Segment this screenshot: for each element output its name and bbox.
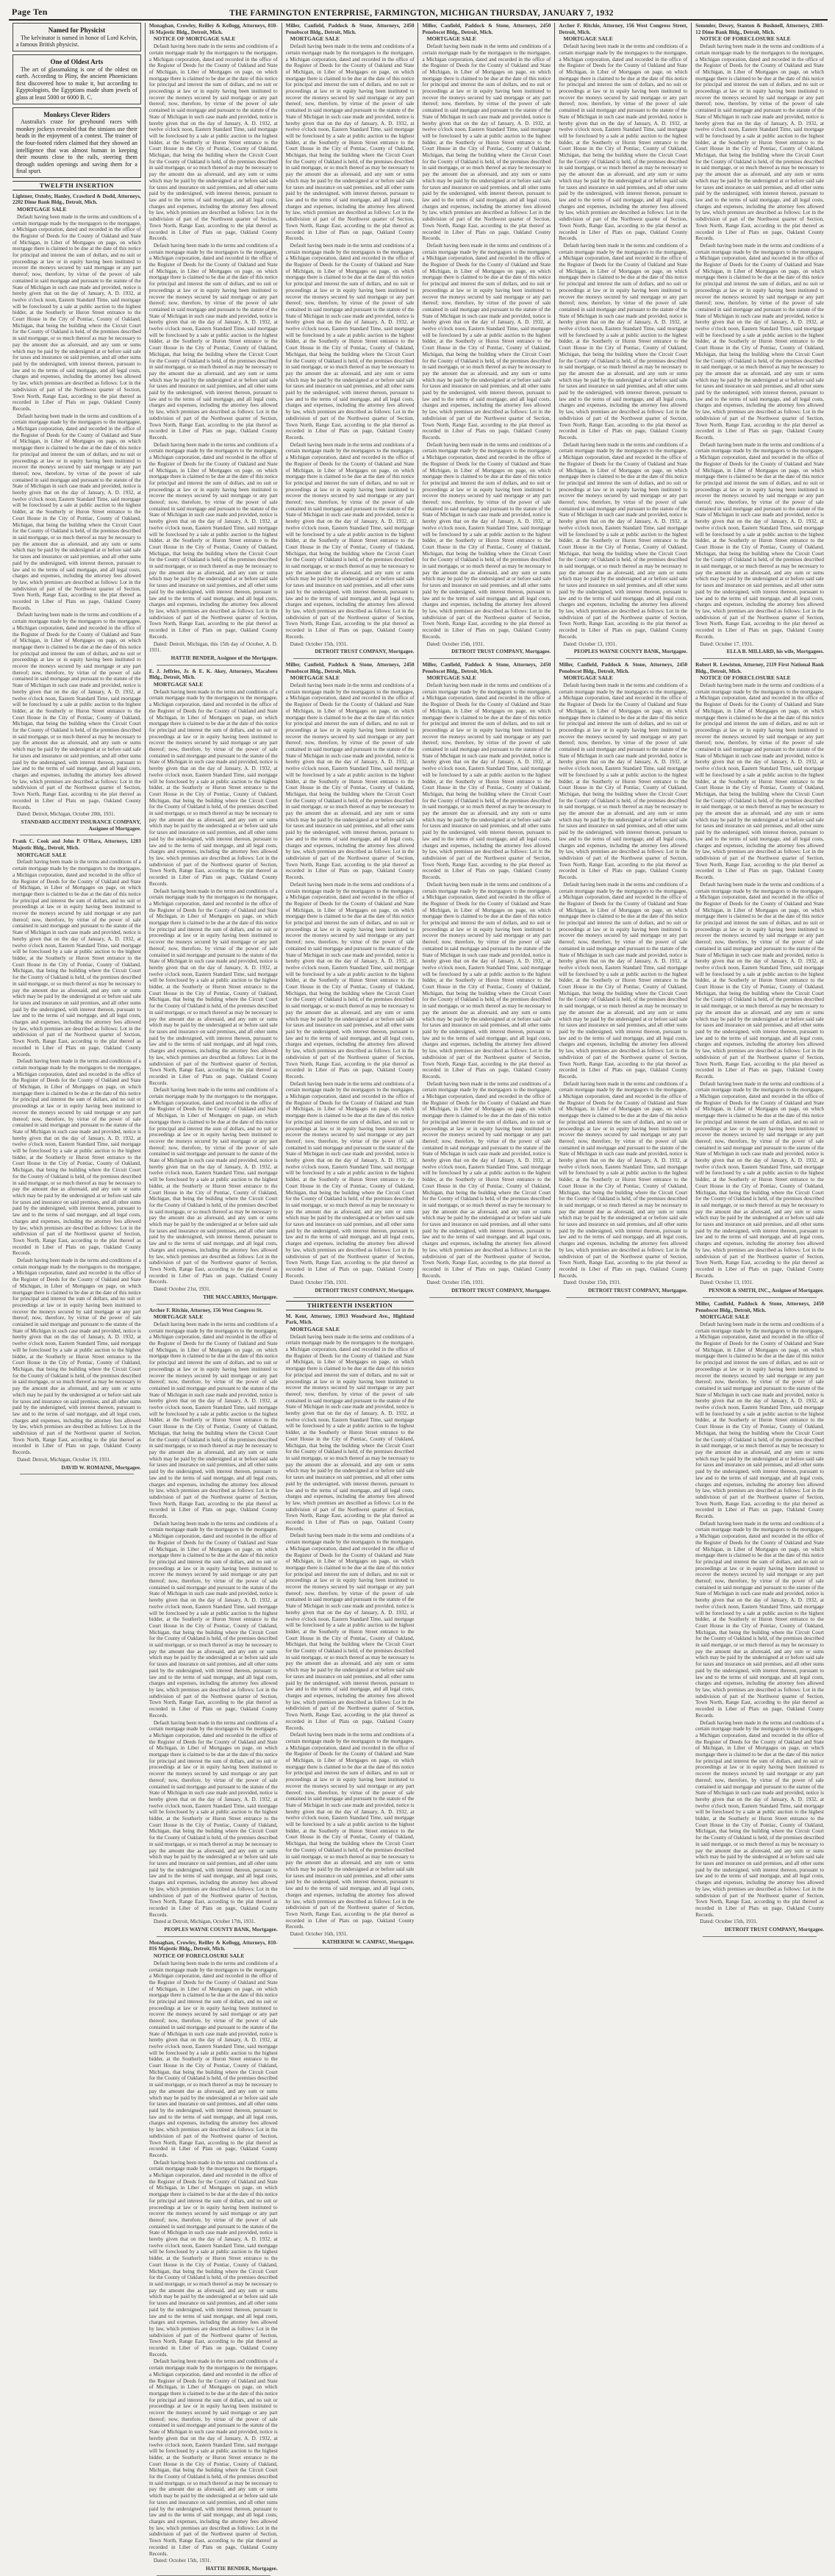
- notice-attorney: Monaghan, Crowley, Reilley & Kellogg, Attorneys, 810-816 Majestic Bldg., Detroit, Mich.: [148, 1939, 278, 1952]
- notice-divider: [566, 1297, 680, 1298]
- notice-body: Default having been made in the terms and conditions of a certain mortgage made by the mortgagors to the mortgagee, a Michigan corporation, dated and recorded in the office of the Register of Deeds for the County of Oakland and State of Michigan, in Liber of Mortgages on page, on which mortgage there is claimed to be due at the date of this notice for principal and interest the sum of dollars, and no suit or proceedings at law or in equity having been instituted to recover the moneys secured by said mortgage or any part thereof; now, therefore, by virtue of the power of sale contained in said mortgage and pursuant to the statute of the State of Michigan in such case made and provided, notice is hereby given that on the day of January, A. D. 1932, at twelve o'clock noon, Eastern Standard Time, said mortgage will be foreclosed by a sale at public auction to the highest bidder, at the Southerly or Huron Street entrance to the Court House in the City of Pontiac, County of Oakland, Michigan, that being the building where the Circuit Court for the County of Oakland is held, of the premises described in said mortgage, or so much thereof as may be necessary to pay the amount due as aforesaid, and any sum or sums which may be paid by the undersigned at or before said sale for taxes and insurance on said premises, and all other sums paid by the undersigned, with interest thereon, pursuant to law and to the terms of said mortgage, and all legal costs, charges and expenses, including the attorney fees allowed by law, which premises are described as follows: Lot in the subdivision of part of the Northwest quarter of Section, Town North, Range East, according to the plat thereof as recorded in Liber of Plats on page, Oakland County Records.: [148, 2358, 278, 2557]
- column-5: [555, 23, 692, 1294]
- notice-divider: [157, 1304, 270, 1305]
- notice-attorney: Frank C. Cook and John P. O'Hara, Attorneys, 1203 Majestic Bldg., Detroit, Mich.: [12, 838, 141, 852]
- notice-dated: Dated: October 15th, 1931.: [290, 641, 348, 647]
- legal-notice: [695, 662, 824, 1298]
- notice-dated: Dated: October 16th, 1931.: [290, 1931, 348, 1938]
- notice-body: Default having been made in the terms and conditions of a certain mortgage made by the mortgagors to the mortgagee, a Michigan corporation, dated and recorded in the office of the Register of Deeds for the County of Oakland and State of Michigan, in Liber of Mortgages on page, on which mortgage there is claimed to be due at the date of this notice for principal and interest the sum of dollars, and no suit or proceedings at law or in equity having been instituted to recover the moneys secured by said mortgage or any part thereof; now, therefore, by virtue of the power of sale contained in said mortgage and pursuant to the statute of the State of Michigan in such case made and provided, notice is hereby given that on the day of January, A. D. 1932, at twelve o'clock noon, Eastern Standard Time, said mortgage will be foreclosed by a sale at public auction to the highest bidder, at the Southerly or Huron Street entrance to the Court House in the City of Pontiac, County of Oakland, Michigan, that being the building where the Circuit Court for the County of Oakland is held, of the premises described in said mortgage, or so much thereof as may be necessary to pay the amount due as aforesaid, and any sum or sums which may be paid by the undersigned at or before said sale for taxes and insurance on said premises, and all other sums paid by the undersigned, with interest thereon, pursuant to law and to the terms of said mortgage, and all legal costs, charges and expenses, including the attorney fees allowed by law, which premises are described as follows: Lot in the subdivision of part of the Northwest quarter of Section, Town North, Range East, according to the plat thereof as recorded in Liber of Plats on page, Oakland County Records.: [695, 1719, 824, 1918]
- column-1: [9, 23, 146, 1471]
- notice-body: Default having been made in the terms and conditions of a certain mortgage made by the mortgagors to the mortgagee, a Michigan corporation, dated and recorded in the office of the Register of Deeds for the County of Oakland and State of Michigan, in Liber of Mortgages on page, on which mortgage there is claimed to be due at the date of this notice for principal and interest the sum of dollars, and no suit or proceedings at law or in equity having been instituted to recover the moneys secured by said mortgage or any part thereof; now, therefore, by virtue of the power of sale contained in said mortgage and pursuant to the statute of the State of Michigan in such case made and provided, notice is hereby given that on the day of January, A. D. 1932, at twelve o'clock noon, Eastern Standard Time, said mortgage will be foreclosed by a sale at public auction to the highest bidder, at the Southerly or Huron Street entrance to the Court House in the City of Pontiac, County of Oakland, Michigan, that being the building where the Circuit Court for the County of Oakland is held, of the premises described in said mortgage, or so much thereof as may be necessary to pay the amount due as aforesaid, and any sum or sums which may be paid by the undersigned at or before said sale for taxes and insurance on said premises, and all other sums paid by the undersigned, with interest thereon, pursuant to law and to the terms of said mortgage, and all legal costs, charges and expenses, including the attorney fees allowed by law, which premises are described as follows: Lot in the subdivision of part of the Northwest quarter of Section, Town North, Range East, according to the plat thereof as recorded in Liber of Plats on page, Oakland County Records.: [285, 682, 415, 881]
- notice-dated: Dated: October 13, 1931.: [563, 641, 617, 647]
- sidebar-title: Monkeys Clever Riders: [43, 110, 110, 118]
- notice-attorney: Robert R. Lewiston, Attorney, 2119 First National Bank Bldg., Detroit, Mich.: [695, 661, 824, 674]
- notice-body: Default having been made in the terms and conditions of a certain mortgage made by the mortgagors to the mortgagee, a Michigan corporation, dated and recorded in the office of the Register of Deeds for the County of Oakland and State of Michigan, in Liber of Mortgages on page, on which mortgage there is claimed to be due at the date of this notice for principal and interest the sum of dollars, and no suit or proceedings at law or in equity having been instituted to recover the moneys secured by said mortgage or any part thereof; now, therefore, by virtue of the power of sale contained in said mortgage and pursuant to the statute of the State of Michigan in such case made and provided, notice is hereby given that on the day of January, A. D. 1932, at twelve o'clock noon, Eastern Standard Time, said mortgage will be foreclosed by a sale at public auction to the highest bidder, at the Southerly or Huron Street entrance to the Court House in the City of Pontiac, County of Oakland, Michigan, that being the building where the Circuit Court for the County of Oakland is held, of the premises described in said mortgage, or so much thereof as may be necessary to pay the amount due as aforesaid, and any sum or sums which may be paid by the undersigned at or before said sale for taxes and insurance on said premises, and all other sums paid by the undersigned, with interest thereon, pursuant to law and to the terms of said mortgage, and all legal costs, charges and expenses, including the attorney fees allowed by law, which premises are described as follows: Lot in the subdivision of part of the Northwest quarter of Section, Town North, Range East, according to the plat thereof as recorded in Liber of Plats on page, Oakland County Records.: [148, 1960, 278, 2158]
- notice-attorney: Semmler, Dewey, Stanton & Bushnell, Attorneys, 2303-12 Dime Bank Bldg., Detroit, Mich.: [695, 23, 824, 35]
- column-4: [418, 23, 555, 1294]
- notice-dated: Dated: October 21st, 1931.: [153, 1286, 211, 1293]
- legal-notice: [149, 23, 278, 666]
- notice-dated: Dated: October 15th, 1931.: [426, 1280, 484, 1286]
- notice-heading: NOTICE OF MORTGAGE SALE: [153, 35, 236, 43]
- notice-signature: DAVID W. ROMAINE, Mortgagee.: [61, 1464, 141, 1471]
- notice-divider: [429, 1297, 543, 1298]
- notice-body: Default having been made in the terms and conditions of a certain mortgage made by the mortgagors to the mortgagee, a Michigan corporation, dated and recorded in the office of the Register of Deeds for the County of Oakland and State of Michigan, in Liber of Mortgages on page, on which mortgage there is claimed to be due at the date of this notice for principal and interest the sum of dollars, and no suit or proceedings at law or in equity having been instituted to recover the moneys secured by said mortgage or any part thereof; now, therefore, by virtue of the power of sale contained in said mortgage and pursuant to the statute of the State of Michigan in such case made and provided, notice is hereby given that on the day of January, A. D. 1932, at twelve o'clock noon, Eastern Standard Time, said mortgage will be foreclosed by a sale at public auction to the highest bidder, at the Southerly or Huron Street entrance to the Court House in the City of Pontiac, County of Oakland, Michigan, that being the building where the Circuit Court for the County of Oakland is held, of the premises described in said mortgage, or so much thereof as may be necessary to pay the amount due as aforesaid, and any sum or sums which may be paid by the undersigned at or before said sale for taxes and insurance on said premises, and all other sums paid by the undersigned, with interest thereon, pursuant to law and to the terms of said mortgage, and all legal costs, charges and expenses, including the attorney fees allowed by law, which premises are described as follows: Lot in the subdivision of part of the Northwest quarter of Section, Town North, Range East, according to the plat thereof as recorded in Liber of Plats on page, Oakland County Records.: [148, 1719, 278, 1918]
- notice-body: Default having been made in the terms and conditions of a certain mortgage made by the mortgagors to the mortgagee, a Michigan corporation, dated and recorded in the office of the Register of Deeds for the County of Oakland and State of Michigan, in Liber of Mortgages on page, on which mortgage there is claimed to be due at the date of this notice for principal and interest the sum of dollars, and no suit or proceedings at law or in equity having been instituted to recover the moneys secured by said mortgage or any part thereof; now, therefore, by virtue of the power of sale contained in said mortgage and pursuant to the statute of the State of Michigan in such case made and provided, notice is hereby given that on the day of January, A. D. 1932, at twelve o'clock noon, Eastern Standard Time, said mortgage will be foreclosed by a sale at public auction to the highest bidder, at the Southerly or Huron Street entrance to the Court House in the City of Pontiac, County of Oakland, Michigan, that being the building where the Circuit Court for the County of Oakland is held, of the premises described in said mortgage, or so much thereof as may be necessary to pay the amount due as aforesaid, and any sum or sums which may be paid by the undersigned at or before said sale for taxes and insurance on said premises, and all other sums paid by the undersigned, with interest thereon, pursuant to law and to the terms of said mortgage, and all legal costs, charges and expenses, including the attorney fees allowed by law, which premises are described as follows: Lot in the subdivision of part of the Northwest quarter of Section, Town North, Range East, according to the plat thereof as recorded in Liber of Plats on page, Oakland County Records.: [148, 688, 278, 887]
- notice-attorney: Miller, Canfield, Paddock & Stone, Attorneys, 2450 Penobscot Bldg., Detroit, Mich.: [559, 661, 688, 674]
- column-6: [692, 23, 828, 1933]
- notice-body: Default having been made in the terms and conditions of a certain mortgage made by the mortgagors to the mortgagee, a Michigan corporation, dated and recorded in the office of the Register of Deeds for the County of Oakland and State of Michigan, in Liber of Mortgages on page, on which mortgage there is claimed to be due at the date of this notice for principal and interest the sum of dollars, and no suit or proceedings at law or in equity having been instituted to recover the moneys secured by said mortgage or any part thereof; now, therefore, by virtue of the power of sale contained in said mortgage and pursuant to the statute of the State of Michigan in such case made and provided, notice is hereby given that on the day of January, A. D. 1932, at twelve o'clock noon, Eastern Standard Time, said mortgage will be foreclosed by a sale at public auction to the highest bidder, at the Southerly or Huron Street entrance to the Court House in the City of Pontiac, County of Oakland, Michigan, that being the building where the Circuit Court for the County of Oakland is held, of the premises described in said mortgage, or so much thereof as may be necessary to pay the amount due as aforesaid, and any sum or sums which may be paid by the undersigned at or before said sale for taxes and insurance on said premises, and all other sums paid by the undersigned, with interest thereon, pursuant to law and to the terms of said mortgage, and all legal costs, charges and expenses, including the attorney fees allowed by law, which premises are described as follows: Lot in the subdivision of part of the Northwest quarter of Section, Town North, Range East, according to the plat thereof as recorded in Liber of Plats on page, Oakland County Records.: [422, 441, 551, 640]
- notice-heading: NOTICE OF FORECLOSURE SALE: [153, 1952, 245, 1960]
- columns: [9, 23, 828, 2572]
- notice-heading: MORTGAGE SALE: [426, 35, 476, 43]
- legal-notices: [286, 23, 415, 1298]
- notice-body: Default having been made in the terms and conditions of a certain mortgage made by the mortgagors to the mortgagee, a Michigan corporation, dated and recorded in the office of the Register of Deeds for the County of Oakland and State of Michigan, in Liber of Mortgages on page, on which mortgage there is claimed to be due at the date of this notice for principal and interest the sum of dollars, and no suit or proceedings at law or in equity having been instituted to recover the moneys secured by said mortgage or any part thereof; now, therefore, by virtue of the power of sale contained in said mortgage and pursuant to the statute of the State of Michigan in such case made and provided, notice is hereby given that on the day of January, A. D. 1932, at twelve o'clock noon, Eastern Standard Time, said mortgage will be foreclosed by a sale at public auction to the highest bidder, at the Southerly or Huron Street entrance to the Court House in the City of Pontiac, County of Oakland, Michigan, that being the building where the Circuit Court for the County of Oakland is held, of the premises described in said mortgage, or so much thereof as may be necessary to pay the amount due as aforesaid, and any sum or sums which may be paid by the undersigned at or before said sale for taxes and insurance on said premises, and all other sums paid by the undersigned, with interest thereon, pursuant to law and to the terms of said mortgage, and all legal costs, charges and expenses, including the attorney fees allowed by law, which premises are described as follows: Lot in the subdivision of part of the Northwest quarter of Section, Town North, Range East, according to the plat thereof as recorded in Liber of Plats on page, Oakland County Records.: [285, 43, 415, 242]
- notice-body: Default having been made in the terms and conditions of a certain mortgage made by the mortgagors to the mortgagee, a Michigan corporation, dated and recorded in the office of the Register of Deeds for the County of Oakland and State of Michigan, in Liber of Mortgages on page, on which mortgage there is claimed to be due at the date of this notice for principal and interest the sum of dollars, and no suit or proceedings at law or in equity having been instituted to recover the moneys secured by said mortgage or any part thereof; now, therefore, by virtue of the power of sale contained in said mortgage and pursuant to the statute of the State of Michigan in such case made and provided, notice is hereby given that on the day of January, A. D. 1932, at twelve o'clock noon, Eastern Standard Time, said mortgage will be foreclosed by a sale at public auction to the highest bidder, at the Southerly or Huron Street entrance to the Court House in the City of Pontiac, County of Oakland, Michigan, that being the building where the Circuit Court for the County of Oakland is held, of the premises described in said mortgage, or so much thereof as may be necessary to pay the amount due as aforesaid, and any sum or sums which may be paid by the undersigned at or before said sale for taxes and insurance on said premises, and all other sums paid by the undersigned, with interest thereon, pursuant to law and to the terms of said mortgage, and all legal costs, charges and expenses, including the attorney fees allowed by law, which premises are described as follows: Lot in the subdivision of part of the Northwest quarter of Section, Town North, Range East, according to the plat thereof as recorded in Liber of Plats on page, Oakland County Records.: [695, 441, 824, 640]
- sidebar-body: Australia's craze for greyhound races with monkey jockeys revealed that the simians use their heads in the enjoyment of a contest. The trainer of the four-footed riders claimed that they showed an intelligence that was almost human in keeping their mounts close to the rails, steering them through sudden openings and saving them for a final spurt.: [16, 118, 137, 175]
- notice-dated: Dated: October 15th, 1931.: [426, 641, 484, 647]
- notice-signature: DETROIT TRUST COMPANY, Mortgagee.: [451, 649, 551, 655]
- notice-signature: DETROIT TRUST COMPANY, Mortgagee.: [724, 1927, 824, 1933]
- notice-body: Default having been made in the terms and conditions of a certain mortgage made by the mortgagors to the mortgagee, a Michigan corporation, dated and recorded in the office of the Register of Deeds for the County of Oakland and State of Michigan, in Liber of Mortgages on page, on which mortgage there is claimed to be due at the date of this notice for principal and interest the sum of dollars, and no suit or proceedings at law or in equity having been instituted to recover the moneys secured by said mortgage or any part thereof; now, therefore, by virtue of the power of sale contained in said mortgage and pursuant to the statute of the State of Michigan in such case made and provided, notice is hereby given that on the day of January, A. D. 1932, at twelve o'clock noon, Eastern Standard Time, said mortgage will be foreclosed by a sale at public auction to the highest bidder, at the Southerly or Huron Street entrance to the Court House in the City of Pontiac, County of Oakland, Michigan, that being the building where the Circuit Court for the County of Oakland is held, of the premises described in said mortgage, or so much thereof as may be necessary to pay the amount due as aforesaid, and any sum or sums which may be paid by the undersigned at or before said sale for taxes and insurance on said premises, and all other sums paid by the undersigned, with interest thereon, pursuant to law and to the terms of said mortgage, and all legal costs, charges and expenses, including the attorney fees allowed by law, which premises are described as follows: Lot in the subdivision of part of the Northwest quarter of Section, Town North, Range East, according to the plat thereof as recorded in Liber of Plats on page, Oakland County Records.: [422, 242, 551, 440]
- notice-body: Default having been made in the terms and conditions of a certain mortgage made by the mortgagors to the mortgagee, a Michigan corporation, dated and recorded in the office of the Register of Deeds for the County of Oakland and State of Michigan, in Liber of Mortgages on page, on which mortgage there is claimed to be due at the date of this notice for principal and interest the sum of dollars, and no suit or proceedings at law or in equity having been instituted to recover the moneys secured by said mortgage or any part thereof; now, therefore, by virtue of the power of sale contained in said mortgage and pursuant to the statute of the State of Michigan in such case made and provided, notice is hereby given that on the day of January, A. D. 1932, at twelve o'clock noon, Eastern Standard Time, said mortgage will be foreclosed by a sale at public auction to the highest bidder, at the Southerly or Huron Street entrance to the Court House in the City of Pontiac, County of Oakland, Michigan, that being the building where the Circuit Court for the County of Oakland is held, of the premises described in said mortgage, or so much thereof as may be necessary to pay the amount due as aforesaid, and any sum or sums which may be paid by the undersigned at or before said sale for taxes and insurance on said premises, and all other sums paid by the undersigned, with interest thereon, pursuant to law and to the terms of said mortgage, and all legal costs, charges and expenses, including the attorney fees allowed by law, which premises are described as follows: Lot in the subdivision of part of the Northwest quarter of Section, Town North, Range East, according to the plat thereof as recorded in Liber of Plats on page, Oakland County Records.: [12, 612, 141, 810]
- notice-divider: [703, 1936, 817, 1937]
- legal-notice: [559, 662, 687, 1298]
- notice-body: Default having been made in the terms and conditions of a certain mortgage made by the mortgagors to the mortgagee, a Michigan corporation, dated and recorded in the office of the Register of Deeds for the County of Oakland and State of Michigan, in Liber of Mortgages on page, on which mortgage there is claimed to be due at the date of this notice for principal and interest the sum of dollars, and no suit or proceedings at law or in equity having been instituted to recover the moneys secured by said mortgage or any part thereof; now, therefore, by virtue of the power of sale contained in said mortgage and pursuant to the statute of the State of Michigan in such case made and provided, notice is hereby given that on the day of January, A. D. 1932, at twelve o'clock noon, Eastern Standard Time, said mortgage will be foreclosed by a sale at public auction to the highest bidder, at the Southerly or Huron Street entrance to the Court House in the City of Pontiac, County of Oakland, Michigan, that being the building where the Circuit Court for the County of Oakland is held, of the premises described in said mortgage, or so much thereof as may be necessary to pay the amount due as aforesaid, and any sum or sums which may be paid by the undersigned at or before said sale for taxes and insurance on said premises, and all other sums paid by the undersigned, with interest thereon, pursuant to law and to the terms of said mortgage, and all legal costs, charges and expenses, including the attorney fees allowed by law, which premises are described as follows: Lot in the subdivision of part of the Northwest quarter of Section, Town North, Range East, according to the plat thereof as recorded in Liber of Plats on page, Oakland County Records.: [422, 881, 551, 1080]
- sidebar-title: One of Oldest Arts: [50, 57, 104, 65]
- notice-divider: [703, 658, 817, 659]
- notice-body: Default having been made in the terms and conditions of a certain mortgage made by the mortgagors to the mortgagee, a Michigan corporation, dated and recorded in the office of the Register of Deeds for the County of Oakland and State of Michigan, in Liber of Mortgages on page, on which mortgage there is claimed to be due at the date of this notice for principal and interest the sum of dollars, and no suit or proceedings at law or in equity having been instituted to recover the moneys secured by said mortgage or any part thereof; now, therefore, by virtue of the power of sale contained in said mortgage and pursuant to the statute of the State of Michigan in such case made and provided, notice is hereby given that on the day of January, A. D. 1932, at twelve o'clock noon, Eastern Standard Time, said mortgage will be foreclosed by a sale at public auction to the highest bidder, at the Southerly or Huron Street entrance to the Court House in the City of Pontiac, County of Oakland, Michigan, that being the building where the Circuit Court for the County of Oakland is held, of the premises described in said mortgage, or so much thereof as may be necessary to pay the amount due as aforesaid, and any sum or sums which may be paid by the undersigned at or before said sale for taxes and insurance on said premises, and all other sums paid by the undersigned, with interest thereon, pursuant to law and to the terms of said mortgage, and all legal costs, charges and expenses, including the attorney fees allowed by law, which premises are described as follows: Lot in the subdivision of part of the Northwest quarter of Section, Town North, Range East, according to the plat thereof as recorded in Liber of Plats on page, Oakland County Records.: [148, 441, 278, 640]
- notice-body: Default having been made in the terms and conditions of a certain mortgage made by the mortgagors to the mortgagee, a Michigan corporation, dated and recorded in the office of the Register of Deeds for the County of Oakland and State of Michigan, in Liber of Mortgages on page, on which mortgage there is claimed to be due at the date of this notice for principal and interest the sum of dollars, and no suit or proceedings at law or in equity having been instituted to recover the moneys secured by said mortgage or any part thereof; now, therefore, by virtue of the power of sale contained in said mortgage and pursuant to the statute of the State of Michigan in such case made and provided, notice is hereby given that on the day of January, A. D. 1932, at twelve o'clock noon, Eastern Standard Time, said mortgage will be foreclosed by a sale at public auction to the highest bidder, at the Southerly or Huron Street entrance to the Court House in the City of Pontiac, County of Oakland, Michigan, that being the building where the Circuit Court for the County of Oakland is held, of the premises described in said mortgage, or so much thereof as may be necessary to pay the amount due as aforesaid, and any sum or sums which may be paid by the undersigned at or before said sale for taxes and insurance on said premises, and all other sums paid by the undersigned, with interest thereon, pursuant to law and to the terms of said mortgage, and all legal costs, charges and expenses, including the attorney fees allowed by law, which premises are described as follows: Lot in the subdivision of part of the Northwest quarter of Section, Town North, Range East, according to the plat thereof as recorded in Liber of Plats on page, Oakland County Records.: [559, 682, 688, 881]
- notice-divider: [293, 658, 407, 659]
- legal-notice: [559, 23, 687, 659]
- notice-dated: Dated at Detroit, Michigan, October 17th, 1931.: [153, 1919, 256, 1925]
- notice-signature: KATHERINE W. CAMPAU, Mortgagee.: [322, 1938, 415, 1945]
- legal-notices: [286, 1313, 415, 1949]
- notice-divider: [566, 658, 680, 659]
- notice-attorney: Monaghan, Crowley, Reilley & Kellogg, Attorneys, 810-16 Majestic Bldg., Detroit, Mich.: [148, 23, 278, 35]
- notice-dated: Dated: October 15th, 1931.: [290, 1280, 348, 1286]
- notice-signature: PENNOR & SMITH, INC., Assignee of Mortgagee.: [709, 1288, 824, 1294]
- notice-divider: [703, 1297, 817, 1298]
- notice-attorney: Archer F. Ritchie, Attorney, 156 West Congress St.: [148, 1307, 263, 1313]
- notice-body: Default having been made in the terms and conditions of a certain mortgage made by the mortgagors to the mortgagee, a Michigan corporation, dated and recorded in the office of the Register of Deeds for the County of Oakland and State of Michigan, in Liber of Mortgages on page, on which mortgage there is claimed to be due at the date of this notice for principal and interest the sum of dollars, and no suit or proceedings at law or in equity having been instituted to recover the moneys secured by said mortgage or any part thereof; now, therefore, by virtue of the power of sale contained in said mortgage and pursuant to the statute of the State of Michigan in such case made and provided, notice is hereby given that on the day of January, A. D. 1932, at twelve o'clock noon, Eastern Standard Time, said mortgage will be foreclosed by a sale at public auction to the highest bidder, at the Southerly or Huron Street entrance to the Court House in the City of Pontiac, County of Oakland, Michigan, that being the building where the Circuit Court for the County of Oakland is held, of the premises described in said mortgage, or so much thereof as may be necessary to pay the amount due as aforesaid, and any sum or sums which may be paid by the undersigned at or before said sale for taxes and insurance on said premises, and all other sums paid by the undersigned, with interest thereon, pursuant to law and to the terms of said mortgage, and all legal costs, charges and expenses, including the attorney fees allowed by law, which premises are described as follows: Lot in the subdivision of part of the Northwest quarter of Section, Town North, Range East, according to the plat thereof as recorded in Liber of Plats on page, Oakland County Records.: [695, 881, 824, 1080]
- notice-body: Default having been made in the terms and conditions of a certain mortgage made by the mortgagors to the mortgagee, a Michigan corporation, dated and recorded in the office of the Register of Deeds for the County of Oakland and State of Michigan, in Liber of Mortgages on page, on which mortgage there is claimed to be due at the date of this notice for principal and interest the sum of dollars, and no suit or proceedings at law or in equity having been instituted to recover the moneys secured by said mortgage or any part thereof; now, therefore, by virtue of the power of sale contained in said mortgage and pursuant to the statute of the State of Michigan in such case made and provided, notice is hereby given that on the day of January, A. D. 1932, at twelve o'clock noon, Eastern Standard Time, said mortgage will be foreclosed by a sale at public auction to the highest bidder, at the Southerly or Huron Street entrance to the Court House in the City of Pontiac, County of Oakland, Michigan, that being the building where the Circuit Court for the County of Oakland is held, of the premises described in said mortgage, or so much thereof as may be necessary to pay the amount due as aforesaid, and any sum or sums which may be paid by the undersigned at or before said sale for taxes and insurance on said premises, and all other sums paid by the undersigned, with interest thereon, pursuant to law and to the terms of said mortgage, and all legal costs, charges and expenses, including the attorney fees allowed by law, which premises are described as follows: Lot in the subdivision of part of the Northwest quarter of Section, Town North, Range East, according to the plat thereof as recorded in Liber of Plats on page, Oakland County Records.: [695, 1520, 824, 1719]
- notice-heading: MORTGAGE SALE: [290, 35, 340, 43]
- notice-body: Default having been made in the terms and conditions of a certain mortgage made by the mortgagors to the mortgagee, a Michigan corporation, dated and recorded in the office of the Register of Deeds for the County of Oakland and State of Michigan, in Liber of Mortgages on page, on which mortgage there is claimed to be due at the date of this notice for principal and interest the sum of dollars, and no suit or proceedings at law or in equity having been instituted to recover the moneys secured by said mortgage or any part thereof; now, therefore, by virtue of the power of sale contained in said mortgage and pursuant to the statute of the State of Michigan in such case made and provided, notice is hereby given that on the day of January, A. D. 1932, at twelve o'clock noon, Eastern Standard Time, said mortgage will be foreclosed by a sale at public auction to the highest bidder, at the Southerly or Huron Street entrance to the Court House in the City of Pontiac, County of Oakland, Michigan, that being the building where the Circuit Court for the County of Oakland is held, of the premises described in said mortgage, or so much thereof as may be necessary to pay the amount due as aforesaid, and any sum or sums which may be paid by the undersigned at or before said sale for taxes and insurance on said premises, and all other sums paid by the undersigned, with interest thereon, pursuant to law and to the terms of said mortgage, and all legal costs, charges and expenses, including the attorney fees allowed by law, which premises are described as follows: Lot in the subdivision of part of the Northwest quarter of Section, Town North, Range East, according to the plat thereof as recorded in Liber of Plats on page, Oakland County Records.: [148, 43, 278, 242]
- notice-heading: MORTGAGE SALE: [700, 1313, 750, 1321]
- legal-notice: [422, 662, 551, 1298]
- column-3: [282, 23, 419, 1945]
- notice-body: Default having been made in the terms and conditions of a certain mortgage made by the mortgagors to the mortgagee, a Michigan corporation, dated and recorded in the office of the Register of Deeds for the County of Oakland and State of Michigan, in Liber of Mortgages on page, on which mortgage there is claimed to be due at the date of this notice for principal and interest the sum of dollars, and no suit or proceedings at law or in equity having been instituted to recover the moneys secured by said mortgage or any part thereof; now, therefore, by virtue of the power of sale contained in said mortgage and pursuant to the statute of the State of Michigan in such case made and provided, notice is hereby given that on the day of January, A. D. 1932, at twelve o'clock noon, Eastern Standard Time, said mortgage will be foreclosed by a sale at public auction to the highest bidder, at the Southerly or Huron Street entrance to the Court House in the City of Pontiac, County of Oakland, Michigan, that being the building where the Circuit Court for the County of Oakland is held, of the premises described in said mortgage, or so much thereof as may be necessary to pay the amount due as aforesaid, and any sum or sums which may be paid by the undersigned at or before said sale for taxes and insurance on said premises, and all other sums paid by the undersigned, with interest thereon, pursuant to law and to the terms of said mortgage, and all legal costs, charges and expenses, including the attorney fees allowed by law, which premises are described as follows: Lot in the subdivision of part of the Northwest quarter of Section, Town North, Range East, according to the plat thereof as recorded in Liber of Plats on page, Oakland County Records.: [12, 413, 141, 611]
- notice-body: Default having been made in the terms and conditions of a certain mortgage made by the mortgagors to the mortgagee, a Michigan corporation, dated and recorded in the office of the Register of Deeds for the County of Oakland and State of Michigan, in Liber of Mortgages on page, on which mortgage there is claimed to be due at the date of this notice for principal and interest the sum of dollars, and no suit or proceedings at law or in equity having been instituted to recover the moneys secured by said mortgage or any part thereof; now, therefore, by virtue of the power of sale contained in said mortgage and pursuant to the statute of the State of Michigan in such case made and provided, notice is hereby given that on the day of January, A. D. 1932, at twelve o'clock noon, Eastern Standard Time, said mortgage will be foreclosed by a sale at public auction to the highest bidder, at the Southerly or Huron Street entrance to the Court House in the City of Pontiac, County of Oakland, Michigan, that being the building where the Circuit Court for the County of Oakland is held, of the premises described in said mortgage, or so much thereof as may be necessary to pay the amount due as aforesaid, and any sum or sums which may be paid by the undersigned at or before said sale for taxes and insurance on said premises, and all other sums paid by the undersigned, with interest thereon, pursuant to law and to the terms of said mortgage, and all legal costs, charges and expenses, including the attorney fees allowed by law, which premises are described as follows: Lot in the subdivision of part of the Northwest quarter of Section, Town North, Range East, according to the plat thereof as recorded in Liber of Plats on page, Oakland County Records.: [285, 441, 415, 640]
- sidebar-item: [12, 23, 141, 51]
- notice-divider: [293, 1948, 407, 1949]
- legal-notices: [695, 23, 824, 1937]
- notice-body: Default having been made in the terms and conditions of a certain mortgage made by the mortgagors to the mortgagee, a Michigan corporation, dated and recorded in the office of the Register of Deeds for the County of Oakland and State of Michigan, in Liber of Mortgages on page, on which mortgage there is claimed to be due at the date of this notice for principal and interest the sum of dollars, and no suit or proceedings at law or in equity having been instituted to recover the moneys secured by said mortgage or any part thereof; now, therefore, by virtue of the power of sale contained in said mortgage and pursuant to the statute of the State of Michigan in such case made and provided, notice is hereby given that on the day of January, A. D. 1932, at twelve o'clock noon, Eastern Standard Time, said mortgage will be foreclosed by a sale at public auction to the highest bidder, at the Southerly or Huron Street entrance to the Court House in the City of Pontiac, County of Oakland, Michigan, that being the building where the Circuit Court for the County of Oakland is held, of the premises described in said mortgage, or so much thereof as may be necessary to pay the amount due as aforesaid, and any sum or sums which may be paid by the undersigned at or before said sale for taxes and insurance on said premises, and all other sums paid by the undersigned, with interest thereon, pursuant to law and to the terms of said mortgage, and all legal costs, charges and expenses, including the attorney fees allowed by law, which premises are described as follows: Lot in the subdivision of part of the Northwest quarter of Section, Town North, Range East, according to the plat thereof as recorded in Liber of Plats on page, Oakland County Records.: [148, 1321, 278, 1520]
- notice-body: Default having been made in the terms and conditions of a certain mortgage made by the mortgagors to the mortgagee, a Michigan corporation, dated and recorded in the office of the Register of Deeds for the County of Oakland and State of Michigan, in Liber of Mortgages on page, on which mortgage there is claimed to be due at the date of this notice for principal and interest the sum of dollars, and no suit or proceedings at law or in equity having been instituted to recover the moneys secured by said mortgage or any part thereof; now, therefore, by virtue of the power of sale contained in said mortgage and pursuant to the statute of the State of Michigan in such case made and provided, notice is hereby given that on the day of January, A. D. 1932, at twelve o'clock noon, Eastern Standard Time, said mortgage will be foreclosed by a sale at public auction to the highest bidder, at the Southerly or Huron Street entrance to the Court House in the City of Pontiac, County of Oakland, Michigan, that being the building where the Circuit Court for the County of Oakland is held, of the premises described in said mortgage, or so much thereof as may be necessary to pay the amount due as aforesaid, and any sum or sums which may be paid by the undersigned at or before said sale for taxes and insurance on said premises, and all other sums paid by the undersigned, with interest thereon, pursuant to law and to the terms of said mortgage, and all legal costs, charges and expenses, including the attorney fees allowed by law, which premises are described as follows: Lot in the subdivision of part of the Northwest quarter of Section, Town North, Range East, according to the plat thereof as recorded in Liber of Plats on page, Oakland County Records.: [285, 242, 415, 440]
- legal-notices: [149, 23, 278, 2576]
- notice-divider: [293, 1297, 407, 1298]
- legal-notice: [149, 668, 278, 1305]
- notice-body: Default having been made in the terms and conditions of a certain mortgage made by the mortgagors to the mortgagee, a Michigan corporation, dated and recorded in the office of the Register of Deeds for the County of Oakland and State of Michigan, in Liber of Mortgages on page, on which mortgage there is claimed to be due at the date of this notice for principal and interest the sum of dollars, and no suit or proceedings at law or in equity having been instituted to recover the moneys secured by said mortgage or any part thereof; now, therefore, by virtue of the power of sale contained in said mortgage and pursuant to the statute of the State of Michigan in such case made and provided, notice is hereby given that on the day of January, A. D. 1932, at twelve o'clock noon, Eastern Standard Time, said mortgage will be foreclosed by a sale at public auction to the highest bidder, at the Southerly or Huron Street entrance to the Court House in the City of Pontiac, County of Oakland, Michigan, that being the building where the Circuit Court for the County of Oakland is held, of the premises described in said mortgage, or so much thereof as may be necessary to pay the amount due as aforesaid, and any sum or sums which may be paid by the undersigned at or before said sale for taxes and insurance on said premises, and all other sums paid by the undersigned, with interest thereon, pursuant to law and to the terms of said mortgage, and all legal costs, charges and expenses, including the attorney fees allowed by law, which premises are described as follows: Lot in the subdivision of part of the Northwest quarter of Section, Town North, Range East, according to the plat thereof as recorded in Liber of Plats on page, Oakland County Records.: [148, 242, 278, 440]
- masthead: THE FARMINGTON ENTERPRISE, FARMINGTON, MICHIGAN THURSDAY, JANUARY 7, 1932: [229, 9, 614, 18]
- notice-signature: HATTIE BENDER, Assignee of the Mortgagee.: [171, 654, 278, 661]
- legal-notice: [149, 1940, 278, 2576]
- notice-body: Default having been made in the terms and conditions of a certain mortgage made by the mortgagors to the mortgagee, a Michigan corporation, dated and recorded in the office of the Register of Deeds for the County of Oakland and State of Michigan, in Liber of Mortgages on page, on which mortgage there is claimed to be due at the date of this notice for principal and interest the sum of dollars, and no suit or proceedings at law or in equity having been instituted to recover the moneys secured by said mortgage or any part thereof; now, therefore, by virtue of the power of sale contained in said mortgage and pursuant to the statute of the State of Michigan in such case made and provided, notice is hereby given that on the day of January, A. D. 1932, at twelve o'clock noon, Eastern Standard Time, said mortgage will be foreclosed by a sale at public auction to the highest bidder, at the Southerly or Huron Street entrance to the Court House in the City of Pontiac, County of Oakland, Michigan, that being the building where the Circuit Court for the County of Oakland is held, of the premises described in said mortgage, or so much thereof as may be necessary to pay the amount due as aforesaid, and any sum or sums which may be paid by the undersigned at or before said sale for taxes and insurance on said premises, and all other sums paid by the undersigned, with interest thereon, pursuant to law and to the terms of said mortgage, and all legal costs, charges and expenses, including the attorney fees allowed by law, which premises are described as follows: Lot in the subdivision of part of the Northwest quarter of Section, Town North, Range East, according to the plat thereof as recorded in Liber of Plats on page, Oakland County Records.: [559, 1080, 688, 1279]
- sidebar-item: [12, 54, 141, 104]
- legal-notices: [559, 23, 687, 1298]
- notice-heading: MORTGAGE SALE: [290, 674, 340, 682]
- notice-heading: MORTGAGE SALE: [290, 1325, 340, 1332]
- notice-body: Default having been made in the terms and conditions of a certain mortgage made by the mortgagors to the mortgagee, a Michigan corporation, dated and recorded in the office of the Register of Deeds for the County of Oakland and State of Michigan, in Liber of Mortgages on page, on which mortgage there is claimed to be due at the date of this notice for principal and interest the sum of dollars, and no suit or proceedings at law or in equity having been instituted to recover the moneys secured by said mortgage or any part thereof; now, therefore, by virtue of the power of sale contained in said mortgage and pursuant to the statute of the State of Michigan in such case made and provided, notice is hereby given that on the day of January, A. D. 1932, at twelve o'clock noon, Eastern Standard Time, said mortgage will be foreclosed by a sale at public auction to the highest bidder, at the Southerly or Huron Street entrance to the Court House in the City of Pontiac, County of Oakland, Michigan, that being the building where the Circuit Court for the County of Oakland is held, of the premises described in said mortgage, or so much thereof as may be necessary to pay the amount due as aforesaid, and any sum or sums which may be paid by the undersigned at or before said sale for taxes and insurance on said premises, and all other sums paid by the undersigned, with interest thereon, pursuant to law and to the terms of said mortgage, and all legal costs, charges and expenses, including the attorney fees allowed by law, which premises are described as follows: Lot in the subdivision of part of the Northwest quarter of Section, Town North, Range East, according to the plat thereof as recorded in Liber of Plats on page, Oakland County Records.: [285, 1533, 415, 1731]
- legal-notices: [422, 23, 551, 1298]
- sidebar-title: Named for Physicist: [48, 26, 106, 34]
- column-2: [146, 23, 282, 2572]
- notice-body: Default having been made in the terms and conditions of a certain mortgage made by the mortgagors to the mortgagee, a Michigan corporation, dated and recorded in the office of the Register of Deeds for the County of Oakland and State of Michigan, in Liber of Mortgages on page, on which mortgage there is claimed to be due at the date of this notice for principal and interest the sum of dollars, and no suit or proceedings at law or in equity having been instituted to recover the moneys secured by said mortgage or any part thereof; now, therefore, by virtue of the power of sale contained in said mortgage and pursuant to the statute of the State of Michigan in such case made and provided, notice is hereby given that on the day of January, A. D. 1932, at twelve o'clock noon, Eastern Standard Time, said mortgage will be foreclosed by a sale at public auction to the highest bidder, at the Southerly or Huron Street entrance to the Court House in the City of Pontiac, County of Oakland, Michigan, that being the building where the Circuit Court for the County of Oakland is held, of the premises described in said mortgage, or so much thereof as may be necessary to pay the amount due as aforesaid, and any sum or sums which may be paid by the undersigned at or before said sale for taxes and insurance on said premises, and all other sums paid by the undersigned, with interest thereon, pursuant to law and to the terms of said mortgage, and all legal costs, charges and expenses, including the attorney fees allowed by law, which premises are described as follows: Lot in the subdivision of part of the Northwest quarter of Section, Town North, Range East, according to the plat thereof as recorded in Liber of Plats on page, Oakland County Records.: [559, 43, 688, 242]
- notice-body: Default having been made in the terms and conditions of a certain mortgage made by the mortgagors to the mortgagee, a Michigan corporation, dated and recorded in the office of the Register of Deeds for the County of Oakland and State of Michigan, in Liber of Mortgages on page, on which mortgage there is claimed to be due at the date of this notice for principal and interest the sum of dollars, and no suit or proceedings at law or in equity having been instituted to recover the moneys secured by said mortgage or any part thereof; now, therefore, by virtue of the power of sale contained in said mortgage and pursuant to the statute of the State of Michigan in such case made and provided, notice is hereby given that on the day of January, A. D. 1932, at twelve o'clock noon, Eastern Standard Time, said mortgage will be foreclosed by a sale at public auction to the highest bidder, at the Southerly or Huron Street entrance to the Court House in the City of Pontiac, County of Oakland, Michigan, that being the building where the Circuit Court for the County of Oakland is held, of the premises described in said mortgage, or so much thereof as may be necessary to pay the amount due as aforesaid, and any sum or sums which may be paid by the undersigned at or before said sale for taxes and insurance on said premises, and all other sums paid by the undersigned, with interest thereon, pursuant to law and to the terms of said mortgage, and all legal costs, charges and expenses, including the attorney fees allowed by law, which premises are described as follows: Lot in the subdivision of part of the Northwest quarter of Section, Town North, Range East, according to the plat thereof as recorded in Liber of Plats on page, Oakland County Records.: [695, 1080, 824, 1279]
- notice-attorney: Lightner, Oxtoby, Hanley, Crawford & Dodd, Attorneys, 2202 Dime Bank Bldg., Detroit, Mich.: [12, 193, 141, 206]
- insertion-heading: TWELFTH INSERTION: [12, 181, 141, 190]
- legal-notice: [695, 1301, 824, 1937]
- legal-notice: [286, 23, 415, 659]
- notice-attorney: Miller, Canfield, Paddock & Stone, Attorneys, 2450 Penobscot Bldg., Detroit, Mich.: [285, 23, 415, 35]
- notice-heading: MORTGAGE SALE: [17, 206, 67, 213]
- notice-signature: DETROIT TRUST COMPANY, Mortgagee.: [587, 1288, 688, 1294]
- legal-notice: [422, 23, 551, 659]
- notice-heading: MORTGAGE SALE: [153, 1313, 204, 1321]
- notice-signature: ELLA B. MILLARD, his wife, Mortgagees.: [726, 649, 824, 655]
- notice-body: Default having been made in the terms and conditions of a certain mortgage made by the mortgagors to the mortgagee, a Michigan corporation, dated and recorded in the office of the Register of Deeds for the County of Oakland and State of Michigan, in Liber of Mortgages on page, on which mortgage there is claimed to be due at the date of this notice for principal and interest the sum of dollars, and no suit or proceedings at law or in equity having been instituted to recover the moneys secured by said mortgage or any part thereof; now, therefore, by virtue of the power of sale contained in said mortgage and pursuant to the statute of the State of Michigan in such case made and provided, notice is hereby given that on the day of January, A. D. 1932, at twelve o'clock noon, Eastern Standard Time, said mortgage will be foreclosed by a sale at public auction to the highest bidder, at the Southerly or Huron Street entrance to the Court House in the City of Pontiac, County of Oakland, Michigan, that being the building where the Circuit Court for the County of Oakland is held, of the premises described in said mortgage, or so much thereof as may be necessary to pay the amount due as aforesaid, and any sum or sums which may be paid by the undersigned at or before said sale for taxes and insurance on said premises, and all other sums paid by the undersigned, with interest thereon, pursuant to law and to the terms of said mortgage, and all legal costs, charges and expenses, including the attorney fees allowed by law, which premises are described as follows: Lot in the subdivision of part of the Northwest quarter of Section, Town North, Range East, according to the plat thereof as recorded in Liber of Plats on page, Oakland County Records.: [148, 2159, 278, 2358]
- notice-body: Default having been made in the terms and conditions of a certain mortgage made by the mortgagors to the mortgagee, a Michigan corporation, dated and recorded in the office of the Register of Deeds for the County of Oakland and State of Michigan, in Liber of Mortgages on page, on which mortgage there is claimed to be due at the date of this notice for principal and interest the sum of dollars, and no suit or proceedings at law or in equity having been instituted to recover the moneys secured by said mortgage or any part thereof; now, therefore, by virtue of the power of sale contained in said mortgage and pursuant to the statute of the State of Michigan in such case made and provided, notice is hereby given that on the day of January, A. D. 1932, at twelve o'clock noon, Eastern Standard Time, said mortgage will be foreclosed by a sale at public auction to the highest bidder, at the Southerly or Huron Street entrance to the Court House in the City of Pontiac, County of Oakland, Michigan, that being the building where the Circuit Court for the County of Oakland is held, of the premises described in said mortgage, or so much thereof as may be necessary to pay the amount due as aforesaid, and any sum or sums which may be paid by the undersigned at or before said sale for taxes and insurance on said premises, and all other sums paid by the undersigned, with interest thereon, pursuant to law and to the terms of said mortgage, and all legal costs, charges and expenses, including the attorney fees allowed by law, which premises are described as follows: Lot in the subdivision of part of the Northwest quarter of Section, Town North, Range East, according to the plat thereof as recorded in Liber of Plats on page, Oakland County Records.: [695, 43, 824, 242]
- legal-notices: [12, 193, 141, 1475]
- notice-dated: Dated: Detroit, Michigan, October 20th, 1931.: [17, 811, 115, 818]
- notice-signature: STANDARD ACCIDENT INSURANCE COMPANY, Assignee of Mortgagee.: [21, 818, 141, 832]
- notice-signature: HATTIE BENDER, Mortgagee.: [205, 2565, 278, 2572]
- legal-notice: [12, 193, 141, 836]
- notice-heading: MORTGAGE SALE: [426, 674, 476, 682]
- notice-body: Default having been made in the terms and conditions of a certain mortgage made by the mortgagors to the mortgagee, a Michigan corporation, dated and recorded in the office of the Register of Deeds for the County of Oakland and State of Michigan, in Liber of Mortgages on page, on which mortgage there is claimed to be due at the date of this notice for principal and interest the sum of dollars, and no suit or proceedings at law or in equity having been instituted to recover the moneys secured by said mortgage or any part thereof; now, therefore, by virtue of the power of sale contained in said mortgage and pursuant to the statute of the State of Michigan in such case made and provided, notice is hereby given that on the day of January, A. D. 1932, at twelve o'clock noon, Eastern Standard Time, said mortgage will be foreclosed by a sale at public auction to the highest bidder, at the Southerly or Huron Street entrance to the Court House in the City of Pontiac, County of Oakland, Michigan, that being the building where the Circuit Court for the County of Oakland is held, of the premises described in said mortgage, or so much thereof as may be necessary to pay the amount due as aforesaid, and any sum or sums which may be paid by the undersigned at or before said sale for taxes and insurance on said premises, and all other sums paid by the undersigned, with interest thereon, pursuant to law and to the terms of said mortgage, and all legal costs, charges and expenses, including the attorney fees allowed by law, which premises are described as follows: Lot in the subdivision of part of the Northwest quarter of Section, Town North, Range East, according to the plat thereof as recorded in Liber of Plats on page, Oakland County Records.: [148, 1520, 278, 1719]
- notice-signature: THE MACCABEES, Mortgagee.: [203, 1294, 278, 1300]
- notice-body: Default having been made in the terms and conditions of a certain mortgage made by the mortgagors to the mortgagee, a Michigan corporation, dated and recorded in the office of the Register of Deeds for the County of Oakland and State of Michigan, in Liber of Mortgages on page, on which mortgage there is claimed to be due at the date of this notice for principal and interest the sum of dollars, and no suit or proceedings at law or in equity having been instituted to recover the moneys secured by said mortgage or any part thereof; now, therefore, by virtue of the power of sale contained in said mortgage and pursuant to the statute of the State of Michigan in such case made and provided, notice is hereby given that on the day of January, A. D. 1932, at twelve o'clock noon, Eastern Standard Time, said mortgage will be foreclosed by a sale at public auction to the highest bidder, at the Southerly or Huron Street entrance to the Court House in the City of Pontiac, County of Oakland, Michigan, that being the building where the Circuit Court for the County of Oakland is held, of the premises described in said mortgage, or so much thereof as may be necessary to pay the amount due as aforesaid, and any sum or sums which may be paid by the undersigned at or before said sale for taxes and insurance on said premises, and all other sums paid by the undersigned, with interest thereon, pursuant to law and to the terms of said mortgage, and all legal costs, charges and expenses, including the attorney fees allowed by law, which premises are described as follows: Lot in the subdivision of part of the Northwest quarter of Section, Town North, Range East, according to the plat thereof as recorded in Liber of Plats on page, Oakland County Records.: [148, 1087, 278, 1285]
- notice-signature: DETROIT TRUST COMPANY, Mortgagee.: [315, 1288, 415, 1294]
- notice-divider: [429, 658, 543, 659]
- notice-dated: Dated: Detroit, Michigan, October 19, 1931.: [17, 1456, 111, 1463]
- notice-body: Default having been made in the terms and conditions of a certain mortgage made by the mortgagors to the mortgagee, a Michigan corporation, dated and recorded in the office of the Register of Deeds for the County of Oakland and State of Michigan, in Liber of Mortgages on page, on which mortgage there is claimed to be due at the date of this notice for principal and interest the sum of dollars, and no suit or proceedings at law or in equity having been instituted to recover the moneys secured by said mortgage or any part thereof; now, therefore, by virtue of the power of sale contained in said mortgage and pursuant to the statute of the State of Michigan in such case made and provided, notice is hereby given that on the day of January, A. D. 1932, at twelve o'clock noon, Eastern Standard Time, said mortgage will be foreclosed by a sale at public auction to the highest bidder, at the Southerly or Huron Street entrance to the Court House in the City of Pontiac, County of Oakland, Michigan, that being the building where the Circuit Court for the County of Oakland is held, of the premises described in said mortgage, or so much thereof as may be necessary to pay the amount due as aforesaid, and any sum or sums which may be paid by the undersigned at or before said sale for taxes and insurance on said premises, and all other sums paid by the undersigned, with interest thereon, pursuant to law and to the terms of said mortgage, and all legal costs, charges and expenses, including the attorney fees allowed by law, which premises are described as follows: Lot in the subdivision of part of the Northwest quarter of Section, Town North, Range East, according to the plat thereof as recorded in Liber of Plats on page, Oakland County Records.: [285, 1732, 415, 1930]
- notice-body: Default having been made in the terms and conditions of a certain mortgage made by the mortgagors to the mortgagee, a Michigan corporation, dated and recorded in the office of the Register of Deeds for the County of Oakland and State of Michigan, in Liber of Mortgages on page, on which mortgage there is claimed to be due at the date of this notice for principal and interest the sum of dollars, and no suit or proceedings at law or in equity having been instituted to recover the moneys secured by said mortgage or any part thereof; now, therefore, by virtue of the power of sale contained in said mortgage and pursuant to the statute of the State of Michigan in such case made and provided, notice is hereby given that on the day of January, A. D. 1932, at twelve o'clock noon, Eastern Standard Time, said mortgage will be foreclosed by a sale at public auction to the highest bidder, at the Southerly or Huron Street entrance to the Court House in the City of Pontiac, County of Oakland, Michigan, that being the building where the Circuit Court for the County of Oakland is held, of the premises described in said mortgage, or so much thereof as may be necessary to pay the amount due as aforesaid, and any sum or sums which may be paid by the undersigned at or before said sale for taxes and insurance on said premises, and all other sums paid by the undersigned, with interest thereon, pursuant to law and to the terms of said mortgage, and all legal costs, charges and expenses, including the attorney fees allowed by law, which premises are described as follows: Lot in the subdivision of part of the Northwest quarter of Section, Town North, Range East, according to the plat thereof as recorded in Liber of Plats on page, Oakland County Records.: [559, 441, 688, 640]
- notice-divider: [157, 2575, 270, 2576]
- sidebar-body: The art of glassmaking is one of the oldest on earth. According to Pliny, the ancient Phoenicians first discovered how to make it, but according to Egyptologists, the Egyptians made sham jewels of glass at least 5000 or 6000 B. C.: [16, 65, 137, 101]
- notice-body: Default having been made in the terms and conditions of a certain mortgage made by the mortgagors to the mortgagee, a Michigan corporation, dated and recorded in the office of the Register of Deeds for the County of Oakland and State of Michigan, in Liber of Mortgages on page, on which mortgage there is claimed to be due at the date of this notice for principal and interest the sum of dollars, and no suit or proceedings at law or in equity having been instituted to recover the moneys secured by said mortgage or any part thereof; now, therefore, by virtue of the power of sale contained in said mortgage and pursuant to the statute of the State of Michigan in such case made and provided, notice is hereby given that on the day of January, A. D. 1932, at twelve o'clock noon, Eastern Standard Time, said mortgage will be foreclosed by a sale at public auction to the highest bidder, at the Southerly or Huron Street entrance to the Court House in the City of Pontiac, County of Oakland, Michigan, that being the building where the Circuit Court for the County of Oakland is held, of the premises described in said mortgage, or so much thereof as may be necessary to pay the amount due as aforesaid, and any sum or sums which may be paid by the undersigned at or before said sale for taxes and insurance on said premises, and all other sums paid by the undersigned, with interest thereon, pursuant to law and to the terms of said mortgage, and all legal costs, charges and expenses, including the attorney fees allowed by law, which premises are described as follows: Lot in the subdivision of part of the Northwest quarter of Section, Town North, Range East, according to the plat thereof as recorded in Liber of Plats on page, Oakland County Records.: [695, 682, 824, 881]
- sidebar-body: The kelvinator is named in honor of Lord Kelvin, a famous British physicist.: [16, 34, 137, 49]
- notice-body: Default having been made in the terms and conditions of a certain mortgage made by the mortgagors to the mortgagee, a Michigan corporation, dated and recorded in the office of the Register of Deeds for the County of Oakland and State of Michigan, in Liber of Mortgages on page, on which mortgage there is claimed to be due at the date of this notice for principal and interest the sum of dollars, and no suit or proceedings at law or in equity having been instituted to recover the moneys secured by said mortgage or any part thereof; now, therefore, by virtue of the power of sale contained in said mortgage and pursuant to the statute of the State of Michigan in such case made and provided, notice is hereby given that on the day of January, A. D. 1932, at twelve o'clock noon, Eastern Standard Time, said mortgage will be foreclosed by a sale at public auction to the highest bidder, at the Southerly or Huron Street entrance to the Court House in the City of Pontiac, County of Oakland, Michigan, that being the building where the Circuit Court for the County of Oakland is held, of the premises described in said mortgage, or so much thereof as may be necessary to pay the amount due as aforesaid, and any sum or sums which may be paid by the undersigned at or before said sale for taxes and insurance on said premises, and all other sums paid by the undersigned, with interest thereon, pursuant to law and to the terms of said mortgage, and all legal costs, charges and expenses, including the attorney fees allowed by law, which premises are described as follows: Lot in the subdivision of part of the Northwest quarter of Section, Town North, Range East, according to the plat thereof as recorded in Liber of Plats on page, Oakland County Records.: [285, 1333, 415, 1532]
- legal-notice: [286, 662, 415, 1298]
- notice-heading: MORTGAGE SALE: [153, 681, 204, 688]
- page-number: Page Ten: [12, 7, 48, 17]
- legal-notice: [149, 1307, 278, 1937]
- notice-attorney: Miller, Canfield, Paddock & Stone, Attorneys, 2450 Penobscot Bldg., Detroit, Mich.: [422, 661, 551, 674]
- notice-signature: DETROIT TRUST COMPANY, Mortgagee.: [451, 1288, 551, 1294]
- notice-heading: NOTICE OF FORECLOSURE SALE: [700, 35, 791, 43]
- notice-dated: Dated: October 15th, 1931.: [563, 1280, 621, 1286]
- notice-dated: Dated: October 17, 1931.: [700, 641, 753, 647]
- notice-signature: PEOPLES WAYNE COUNTY BANK, Mortgagee.: [164, 1927, 278, 1933]
- notice-signature: DETROIT TRUST COMPANY, Mortgagee.: [315, 649, 415, 655]
- notice-body: Default having been made in the terms and conditions of a certain mortgage made by the mortgagors to the mortgagee, a Michigan corporation, dated and recorded in the office of the Register of Deeds for the County of Oakland and State of Michigan, in Liber of Mortgages on page, on which mortgage there is claimed to be due at the date of this notice for principal and interest the sum of dollars, and no suit or proceedings at law or in equity having been instituted to recover the moneys secured by said mortgage or any part thereof; now, therefore, by virtue of the power of sale contained in said mortgage and pursuant to the statute of the State of Michigan in such case made and provided, notice is hereby given that on the day of January, A. D. 1932, at twelve o'clock noon, Eastern Standard Time, said mortgage will be foreclosed by a sale at public auction to the highest bidder, at the Southerly or Huron Street entrance to the Court House in the City of Pontiac, County of Oakland, Michigan, that being the building where the Circuit Court for the County of Oakland is held, of the premises described in said mortgage, or so much thereof as may be necessary to pay the amount due as aforesaid, and any sum or sums which may be paid by the undersigned at or before said sale for taxes and insurance on said premises, and all other sums paid by the undersigned, with interest thereon, pursuant to law and to the terms of said mortgage, and all legal costs, charges and expenses, including the attorney fees allowed by law, which premises are described as follows: Lot in the subdivision of part of the Northwest quarter of Section, Town North, Range East, according to the plat thereof as recorded in Liber of Plats on page, Oakland County Records.: [695, 242, 824, 440]
- notice-divider: [157, 665, 270, 666]
- notice-body: Default having been made in the terms and conditions of a certain mortgage made by the mortgagors to the mortgagee, a Michigan corporation, dated and recorded in the office of the Register of Deeds for the County of Oakland and State of Michigan, in Liber of Mortgages on page, on which mortgage there is claimed to be due at the date of this notice for principal and interest the sum of dollars, and no suit or proceedings at law or in equity having been instituted to recover the moneys secured by said mortgage or any part thereof; now, therefore, by virtue of the power of sale contained in said mortgage and pursuant to the statute of the State of Michigan in such case made and provided, notice is hereby given that on the day of January, A. D. 1932, at twelve o'clock noon, Eastern Standard Time, said mortgage will be foreclosed by a sale at public auction to the highest bidder, at the Southerly or Huron Street entrance to the Court House in the City of Pontiac, County of Oakland, Michigan, that being the building where the Circuit Court for the County of Oakland is held, of the premises described in said mortgage, or so much thereof as may be necessary to pay the amount due as aforesaid, and any sum or sums which may be paid by the undersigned at or before said sale for taxes and insurance on said premises, and all other sums paid by the undersigned, with interest thereon, pursuant to law and to the terms of said mortgage, and all legal costs, charges and expenses, including the attorney fees allowed by law, which premises are described as follows: Lot in the subdivision of part of the Northwest quarter of Section, Town North, Range East, according to the plat thereof as recorded in Liber of Plats on page, Oakland County Records.: [559, 881, 688, 1080]
- notice-body: Default having been made in the terms and conditions of a certain mortgage made by the mortgagors to the mortgagee, a Michigan corporation, dated and recorded in the office of the Register of Deeds for the County of Oakland and State of Michigan, in Liber of Mortgages on page, on which mortgage there is claimed to be due at the date of this notice for principal and interest the sum of dollars, and no suit or proceedings at law or in equity having been instituted to recover the moneys secured by said mortgage or any part thereof; now, therefore, by virtue of the power of sale contained in said mortgage and pursuant to the statute of the State of Michigan in such case made and provided, notice is hereby given that on the day of January, A. D. 1932, at twelve o'clock noon, Eastern Standard Time, said mortgage will be foreclosed by a sale at public auction to the highest bidder, at the Southerly or Huron Street entrance to the Court House in the City of Pontiac, County of Oakland, Michigan, that being the building where the Circuit Court for the County of Oakland is held, of the premises described in said mortgage, or so much thereof as may be necessary to pay the amount due as aforesaid, and any sum or sums which may be paid by the undersigned at or before said sale for taxes and insurance on said premises, and all other sums paid by the undersigned, with interest thereon, pursuant to law and to the terms of said mortgage, and all legal costs, charges and expenses, including the attorney fees allowed by law, which premises are described as follows: Lot in the subdivision of part of the Northwest quarter of Section, Town North, Range East, according to the plat thereof as recorded in Liber of Plats on page, Oakland County Records.: [285, 881, 415, 1080]
- notice-attorney: M. Kent, Attorney, 13913 Woodward Ave., Highland Park, Mich.: [285, 1313, 415, 1326]
- notice-body: Default having been made in the terms and conditions of a certain mortgage made by the mortgagors to the mortgagee, a Michigan corporation, dated and recorded in the office of the Register of Deeds for the County of Oakland and State of Michigan, in Liber of Mortgages on page, on which mortgage there is claimed to be due at the date of this notice for principal and interest the sum of dollars, and no suit or proceedings at law or in equity having been instituted to recover the moneys secured by said mortgage or any part thereof; now, therefore, by virtue of the power of sale contained in said mortgage and pursuant to the statute of the State of Michigan in such case made and provided, notice is hereby given that on the day of January, A. D. 1932, at twelve o'clock noon, Eastern Standard Time, said mortgage will be foreclosed by a sale at public auction to the highest bidder, at the Southerly or Huron Street entrance to the Court House in the City of Pontiac, County of Oakland, Michigan, that being the building where the Circuit Court for the County of Oakland is held, of the premises described in said mortgage, or so much thereof as may be necessary to pay the amount due as aforesaid, and any sum or sums which may be paid by the undersigned at or before said sale for taxes and insurance on said premises, and all other sums paid by the undersigned, with interest thereon, pursuant to law and to the terms of said mortgage, and all legal costs, charges and expenses, including the attorney fees allowed by law, which premises are described as follows: Lot in the subdivision of part of the Northwest quarter of Section, Town North, Range East, according to the plat thereof as recorded in Liber of Plats on page, Oakland County Records.: [695, 1321, 824, 1520]
- insertion-heading: THIRTEENTH INSERTION: [286, 1301, 415, 1310]
- notice-heading: MORTGAGE SALE: [17, 851, 67, 858]
- notice-dated: Dated: October 15th, 1931.: [700, 1919, 758, 1925]
- notice-dated: Dated: October 15th, 1931.: [153, 2558, 212, 2564]
- notice-dated: Dated: Detroit, Michigan, this 15th day of October, A. D. 1931.: [148, 641, 278, 654]
- notice-attorney: Miller, Canfield, Paddock & Stone, Attorneys, 2450 Penobscot Bldg., Detroit, Mich.: [285, 661, 415, 674]
- notice-body: Default having been made in the terms and conditions of a certain mortgage made by the mortgagors to the mortgagee, a Michigan corporation, dated and recorded in the office of the Register of Deeds for the County of Oakland and State of Michigan, in Liber of Mortgages on page, on which mortgage there is claimed to be due at the date of this notice for principal and interest the sum of dollars, and no suit or proceedings at law or in equity having been instituted to recover the moneys secured by said mortgage or any part thereof; now, therefore, by virtue of the power of sale contained in said mortgage and pursuant to the statute of the State of Michigan in such case made and provided, notice is hereby given that on the day of January, A. D. 1932, at twelve o'clock noon, Eastern Standard Time, said mortgage will be foreclosed by a sale at public auction to the highest bidder, at the Southerly or Huron Street entrance to the Court House in the City of Pontiac, County of Oakland, Michigan, that being the building where the Circuit Court for the County of Oakland is held, of the premises described in said mortgage, or so much thereof as may be necessary to pay the amount due as aforesaid, and any sum or sums which may be paid by the undersigned at or before said sale for taxes and insurance on said premises, and all other sums paid by the undersigned, with interest thereon, pursuant to law and to the terms of said mortgage, and all legal costs, charges and expenses, including the attorney fees allowed by law, which premises are described as follows: Lot in the subdivision of part of the Northwest quarter of Section, Town North, Range East, according to the plat thereof as recorded in Liber of Plats on page, Oakland County Records.: [12, 1058, 141, 1257]
- legal-notice: [286, 1313, 415, 1949]
- page-header: [9, 4, 828, 21]
- notice-body: Default having been made in the terms and conditions of a certain mortgage made by the mortgagors to the mortgagee, a Michigan corporation, dated and recorded in the office of the Register of Deeds for the County of Oakland and State of Michigan, in Liber of Mortgages on page, on which mortgage there is claimed to be due at the date of this notice for principal and interest the sum of dollars, and no suit or proceedings at law or in equity having been instituted to recover the moneys secured by said mortgage or any part thereof; now, therefore, by virtue of the power of sale contained in said mortgage and pursuant to the statute of the State of Michigan in such case made and provided, notice is hereby given that on the day of January, A. D. 1932, at twelve o'clock noon, Eastern Standard Time, said mortgage will be foreclosed by a sale at public auction to the highest bidder, at the Southerly or Huron Street entrance to the Court House in the City of Pontiac, County of Oakland, Michigan, that being the building where the Circuit Court for the County of Oakland is held, of the premises described in said mortgage, or so much thereof as may be necessary to pay the amount due as aforesaid, and any sum or sums which may be paid by the undersigned at or before said sale for taxes and insurance on said premises, and all other sums paid by the undersigned, with interest thereon, pursuant to law and to the terms of said mortgage, and all legal costs, charges and expenses, including the attorney fees allowed by law, which premises are described as follows: Lot in the subdivision of part of the Northwest quarter of Section, Town North, Range East, according to the plat thereof as recorded in Liber of Plats on page, Oakland County Records.: [285, 1080, 415, 1279]
- notice-dated: Dated: October 13, 1931.: [700, 1280, 753, 1286]
- notice-attorney: Miller, Canfield, Paddock & Stone, Attorneys, 2450 Penobscot Bldg., Detroit, Mich.: [422, 23, 551, 35]
- notice-attorney: E. J. Jeffries, Jr. & E. K. Akey, Attorneys, Macabees Bldg., Detroit, Mich.: [148, 668, 278, 681]
- legal-notice: [12, 838, 141, 1474]
- notice-divider: [157, 1936, 270, 1937]
- notice-body: Default having been made in the terms and conditions of a certain mortgage made by the mortgagors to the mortgagee, a Michigan corporation, dated and recorded in the office of the Register of Deeds for the County of Oakland and State of Michigan, in Liber of Mortgages on page, on which mortgage there is claimed to be due at the date of this notice for principal and interest the sum of dollars, and no suit or proceedings at law or in equity having been instituted to recover the moneys secured by said mortgage or any part thereof; now, therefore, by virtue of the power of sale contained in said mortgage and pursuant to the statute of the State of Michigan in such case made and provided, notice is hereby given that on the day of January, A. D. 1932, at twelve o'clock noon, Eastern Standard Time, said mortgage will be foreclosed by a sale at public auction to the highest bidder, at the Southerly or Huron Street entrance to the Court House in the City of Pontiac, County of Oakland, Michigan, that being the building where the Circuit Court for the County of Oakland is held, of the premises described in said mortgage, or so much thereof as may be necessary to pay the amount due as aforesaid, and any sum or sums which may be paid by the undersigned at or before said sale for taxes and insurance on said premises, and all other sums paid by the undersigned, with interest thereon, pursuant to law and to the terms of said mortgage, and all legal costs, charges and expenses, including the attorney fees allowed by law, which premises are described as follows: Lot in the subdivision of part of the Northwest quarter of Section, Town North, Range East, according to the plat thereof as recorded in Liber of Plats on page, Oakland County Records.: [559, 242, 688, 440]
- notice-body: Default having been made in the terms and conditions of a certain mortgage made by the mortgagors to the mortgagee, a Michigan corporation, dated and recorded in the office of the Register of Deeds for the County of Oakland and State of Michigan, in Liber of Mortgages on page, on which mortgage there is claimed to be due at the date of this notice for principal and interest the sum of dollars, and no suit or proceedings at law or in equity having been instituted to recover the moneys secured by said mortgage or any part thereof; now, therefore, by virtue of the power of sale contained in said mortgage and pursuant to the statute of the State of Michigan in such case made and provided, notice is hereby given that on the day of January, A. D. 1932, at twelve o'clock noon, Eastern Standard Time, said mortgage will be foreclosed by a sale at public auction to the highest bidder, at the Southerly or Huron Street entrance to the Court House in the City of Pontiac, County of Oakland, Michigan, that being the building where the Circuit Court for the County of Oakland is held, of the premises described in said mortgage, or so much thereof as may be necessary to pay the amount due as aforesaid, and any sum or sums which may be paid by the undersigned at or before said sale for taxes and insurance on said premises, and all other sums paid by the undersigned, with interest thereon, pursuant to law and to the terms of said mortgage, and all legal costs, charges and expenses, including the attorney fees allowed by law, which premises are described as follows: Lot in the subdivision of part of the Northwest quarter of Section, Town North, Range East, according to the plat thereof as recorded in Liber of Plats on page, Oakland County Records.: [12, 1257, 141, 1456]
- notice-heading: MORTGAGE SALE: [563, 35, 613, 43]
- notice-body: Default having been made in the terms and conditions of a certain mortgage made by the mortgagors to the mortgagee, a Michigan corporation, dated and recorded in the office of the Register of Deeds for the County of Oakland and State of Michigan, in Liber of Mortgages on page, on which mortgage there is claimed to be due at the date of this notice for principal and interest the sum of dollars, and no suit or proceedings at law or in equity having been instituted to recover the moneys secured by said mortgage or any part thereof; now, therefore, by virtue of the power of sale contained in said mortgage and pursuant to the statute of the State of Michigan in such case made and provided, notice is hereby given that on the day of January, A. D. 1932, at twelve o'clock noon, Eastern Standard Time, said mortgage will be foreclosed by a sale at public auction to the highest bidder, at the Southerly or Huron Street entrance to the Court House in the City of Pontiac, County of Oakland, Michigan, that being the building where the Circuit Court for the County of Oakland is held, of the premises described in said mortgage, or so much thereof as may be necessary to pay the amount due as aforesaid, and any sum or sums which may be paid by the undersigned at or before said sale for taxes and insurance on said premises, and all other sums paid by the undersigned, with interest thereon, pursuant to law and to the terms of said mortgage, and all legal costs, charges and expenses, including the attorney fees allowed by law, which premises are described as follows: Lot in the subdivision of part of the Northwest quarter of Section, Town North, Range East, according to the plat thereof as recorded in Liber of Plats on page, Oakland County Records.: [422, 682, 551, 881]
- notice-body: Default having been made in the terms and conditions of a certain mortgage made by the mortgagors to the mortgagee, a Michigan corporation, dated and recorded in the office of the Register of Deeds for the County of Oakland and State of Michigan, in Liber of Mortgages on page, on which mortgage there is claimed to be due at the date of this notice for principal and interest the sum of dollars, and no suit or proceedings at law or in equity having been instituted to recover the moneys secured by said mortgage or any part thereof; now, therefore, by virtue of the power of sale contained in said mortgage and pursuant to the statute of the State of Michigan in such case made and provided, notice is hereby given that on the day of January, A. D. 1932, at twelve o'clock noon, Eastern Standard Time, said mortgage will be foreclosed by a sale at public auction to the highest bidder, at the Southerly or Huron Street entrance to the Court House in the City of Pontiac, County of Oakland, Michigan, that being the building where the Circuit Court for the County of Oakland is held, of the premises described in said mortgage, or so much thereof as may be necessary to pay the amount due as aforesaid, and any sum or sums which may be paid by the undersigned at or before said sale for taxes and insurance on said premises, and all other sums paid by the undersigned, with interest thereon, pursuant to law and to the terms of said mortgage, and all legal costs, charges and expenses, including the attorney fees allowed by law, which premises are described as follows: Lot in the subdivision of part of the Northwest quarter of Section, Town North, Range East, according to the plat thereof as recorded in Liber of Plats on page, Oakland County Records.: [148, 888, 278, 1086]
- notice-body: Default having been made in the terms and conditions of a certain mortgage made by the mortgagors to the mortgagee, a Michigan corporation, dated and recorded in the office of the Register of Deeds for the County of Oakland and State of Michigan, in Liber of Mortgages on page, on which mortgage there is claimed to be due at the date of this notice for principal and interest the sum of dollars, and no suit or proceedings at law or in equity having been instituted to recover the moneys secured by said mortgage or any part thereof; now, therefore, by virtue of the power of sale contained in said mortgage and pursuant to the statute of the State of Michigan in such case made and provided, notice is hereby given that on the day of January, A. D. 1932, at twelve o'clock noon, Eastern Standard Time, said mortgage will be foreclosed by a sale at public auction to the highest bidder, at the Southerly or Huron Street entrance to the Court House in the City of Pontiac, County of Oakland, Michigan, that being the building where the Circuit Court for the County of Oakland is held, of the premises described in said mortgage, or so much thereof as may be necessary to pay the amount due as aforesaid, and any sum or sums which may be paid by the undersigned at or before said sale for taxes and insurance on said premises, and all other sums paid by the undersigned, with interest thereon, pursuant to law and to the terms of said mortgage, and all legal costs, charges and expenses, including the attorney fees allowed by law, which premises are described as follows: Lot in the subdivision of part of the Northwest quarter of Section, Town North, Range East, according to the plat thereof as recorded in Liber of Plats on page, Oakland County Records.: [422, 43, 551, 242]
- notice-attorney: Miller, Canfield, Paddock & Stone, Attorneys, 2450 Penobscot Bldg., Detroit, Mich.: [695, 1300, 824, 1313]
- notice-body: Default having been made in the terms and conditions of a certain mortgage made by the mortgagors to the mortgagee, a Michigan corporation, dated and recorded in the office of the Register of Deeds for the County of Oakland and State of Michigan, in Liber of Mortgages on page, on which mortgage there is claimed to be due at the date of this notice for principal and interest the sum of dollars, and no suit or proceedings at law or in equity having been instituted to recover the moneys secured by said mortgage or any part thereof; now, therefore, by virtue of the power of sale contained in said mortgage and pursuant to the statute of the State of Michigan in such case made and provided, notice is hereby given that on the day of January, A. D. 1932, at twelve o'clock noon, Eastern Standard Time, said mortgage will be foreclosed by a sale at public auction to the highest bidder, at the Southerly or Huron Street entrance to the Court House in the City of Pontiac, County of Oakland, Michigan, that being the building where the Circuit Court for the County of Oakland is held, of the premises described in said mortgage, or so much thereof as may be necessary to pay the amount due as aforesaid, and any sum or sums which may be paid by the undersigned at or before said sale for taxes and insurance on said premises, and all other sums paid by the undersigned, with interest thereon, pursuant to law and to the terms of said mortgage, and all legal costs, charges and expenses, including the attorney fees allowed by law, which premises are described as follows: Lot in the subdivision of part of the Northwest quarter of Section, Town North, Range East, according to the plat thereof as recorded in Liber of Plats on page, Oakland County Records.: [422, 1080, 551, 1279]
- legal-notice: [695, 23, 824, 659]
- notice-body: Default having been made in the terms and conditions of a certain mortgage made by the mortgagors to the mortgagee, a Michigan corporation, dated and recorded in the office of the Register of Deeds for the County of Oakland and State of Michigan, in Liber of Mortgages on page, on which mortgage there is claimed to be due at the date of this notice for principal and interest the sum of dollars, and no suit or proceedings at law or in equity having been instituted to recover the moneys secured by said mortgage or any part thereof; now, therefore, by virtue of the power of sale contained in said mortgage and pursuant to the statute of the State of Michigan in such case made and provided, notice is hereby given that on the day of January, A. D. 1932, at twelve o'clock noon, Eastern Standard Time, said mortgage will be foreclosed by a sale at public auction to the highest bidder, at the Southerly or Huron Street entrance to the Court House in the City of Pontiac, County of Oakland, Michigan, that being the building where the Circuit Court for the County of Oakland is held, of the premises described in said mortgage, or so much thereof as may be necessary to pay the amount due as aforesaid, and any sum or sums which may be paid by the undersigned at or before said sale for taxes and insurance on said premises, and all other sums paid by the undersigned, with interest thereon, pursuant to law and to the terms of said mortgage, and all legal costs, charges and expenses, including the attorney fees allowed by law, which premises are described as follows: Lot in the subdivision of part of the Northwest quarter of Section, Town North, Range East, according to the plat thereof as recorded in Liber of Plats on page, Oakland County Records.: [12, 213, 141, 412]
- notice-heading: MORTGAGE SALE: [563, 674, 613, 682]
- notice-body: Default having been made in the terms and conditions of a certain mortgage made by the mortgagors to the mortgagee, a Michigan corporation, dated and recorded in the office of the Register of Deeds for the County of Oakland and State of Michigan, in Liber of Mortgages on page, on which mortgage there is claimed to be due at the date of this notice for principal and interest the sum of dollars, and no suit or proceedings at law or in equity having been instituted to recover the moneys secured by said mortgage or any part thereof; now, therefore, by virtue of the power of sale contained in said mortgage and pursuant to the statute of the State of Michigan in such case made and provided, notice is hereby given that on the day of January, A. D. 1932, at twelve o'clock noon, Eastern Standard Time, said mortgage will be foreclosed by a sale at public auction to the highest bidder, at the Southerly or Huron Street entrance to the Court House in the City of Pontiac, County of Oakland, Michigan, that being the building where the Circuit Court for the County of Oakland is held, of the premises described in said mortgage, or so much thereof as may be necessary to pay the amount due as aforesaid, and any sum or sums which may be paid by the undersigned at or before said sale for taxes and insurance on said premises, and all other sums paid by the undersigned, with interest thereon, pursuant to law and to the terms of said mortgage, and all legal costs, charges and expenses, including the attorney fees allowed by law, which premises are described as follows: Lot in the subdivision of part of the Northwest quarter of Section, Town North, Range East, according to the plat thereof as recorded in Liber of Plats on page, Oakland County Records.: [12, 859, 141, 1057]
- notice-attorney: Archer F. Ritchie, Attorney, 156 West Congress Street, Detroit, Mich.: [559, 23, 688, 35]
- notice-heading: NOTICE OF FORECLOSURE SALE: [700, 674, 791, 682]
- notice-signature: PEOPLES WAYNE COUNTY BANK, Mortgagee.: [573, 649, 688, 655]
- sidebar-item: [12, 107, 141, 178]
